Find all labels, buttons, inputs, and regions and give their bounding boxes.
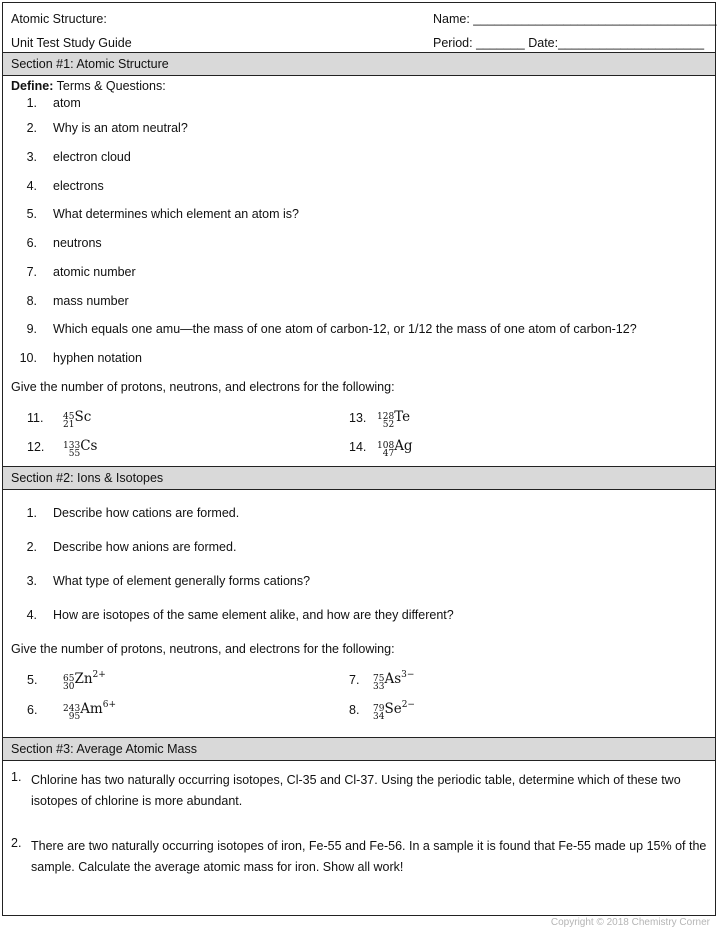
- question-text: electron cloud: [53, 150, 131, 164]
- nuclide-number: 8.: [349, 703, 360, 717]
- question-text: Why is an atom neutral?: [53, 121, 188, 135]
- nuclide-symbol: 133 55 Cs: [63, 438, 98, 459]
- question-number: 6.: [26, 236, 37, 250]
- question-text: Describe how cations are formed.: [53, 506, 240, 520]
- nuclide-number: 14.: [349, 440, 367, 454]
- copyright-notice: Copyright © 2018 Chemistry Corner: [550, 917, 710, 928]
- section-1-header: [3, 52, 715, 76]
- worksheet-title: Atomic Structure:: [11, 12, 107, 26]
- question-number: 5.: [26, 207, 37, 221]
- nuclide-symbol: 75 33 $As^{3-}$: [373, 670, 415, 692]
- question-number: 3.: [26, 574, 37, 588]
- section-2-title: Section #2: Ions & Isotopes: [11, 471, 164, 485]
- define-label: Define:: [11, 79, 54, 93]
- question-number: 1.: [11, 770, 22, 784]
- worksheet-subtitle: Unit Test Study Guide: [11, 36, 132, 50]
- nuclide-symbol: 65 30 $Zn^{2+}$: [63, 670, 106, 692]
- question-text: There are two naturally occurring isotopes of iron, Fe-55 and Fe-56. In a sample it is found that Fe-55 made up 15% of the sample. Calculate the average atomic mass for iron. Show all work!: [31, 839, 707, 874]
- nuclide-number: 6.: [27, 703, 38, 717]
- nuclide-number: 12.: [27, 440, 45, 454]
- question-text: atom: [53, 96, 81, 110]
- define-text: Terms & Questions:: [53, 79, 166, 93]
- question-text: Which equals one amu—the mass of one atom of carbon-12, or 1/12 the mass of one atom of carbon-12?: [53, 322, 637, 336]
- question-number: 7.: [26, 265, 37, 279]
- define-heading: [11, 79, 166, 93]
- nuclide-symbol: 243 95 $Am^{6+}$: [63, 700, 117, 722]
- nuclide-symbol: 108 47 Ag: [377, 438, 413, 459]
- question-text: How are isotopes of the same element alike, and how are they different?: [53, 608, 454, 622]
- question-number: 2.: [26, 121, 37, 135]
- question-number: 4.: [26, 179, 37, 193]
- period-date-field: Period: _______ Date:_____________________: [433, 36, 705, 50]
- section-1-title: Section #1: Atomic Structure: [11, 57, 169, 71]
- question-number: 4.: [26, 608, 37, 622]
- question-text: What determines which element an atom is?: [53, 207, 299, 221]
- question-number: 8.: [26, 294, 37, 308]
- nuclide-number: 5.: [27, 673, 38, 687]
- section-2-header: [3, 466, 715, 490]
- question-text: Chlorine has two naturally occurring isotopes, Cl-35 and Cl-37. Using the periodic table, determine which of these two isotopes of chlorine is more abundant.: [31, 773, 681, 808]
- section-3-header: [3, 737, 715, 761]
- nuclide-number: 13.: [349, 411, 367, 425]
- question-text: atomic number: [53, 265, 136, 279]
- question-number: 2.: [26, 540, 37, 554]
- nuclide-symbol: 79 34 $Se^{2-}$: [373, 700, 415, 722]
- section-1-instruction: Give the number of protons, neutrons, and electrons for the following:: [11, 380, 395, 394]
- section-2-instruction: Give the number of protons, neutrons, and electrons for the following:: [11, 642, 395, 656]
- nuclide-symbol: 45 21 Sc: [63, 409, 92, 430]
- question-number: 10.: [19, 351, 37, 365]
- question-number: 1.: [26, 506, 37, 520]
- worksheet: [2, 2, 716, 916]
- section-3-title: Section #3: Average Atomic Mass: [11, 742, 197, 756]
- question-number: 1.: [26, 96, 37, 110]
- nuclide-number: 11.: [27, 411, 44, 425]
- question-text: What type of element generally forms cations?: [53, 574, 311, 588]
- question-number: 9.: [26, 322, 37, 336]
- question-text: hyphen notation: [53, 351, 142, 365]
- question-text: mass number: [53, 294, 129, 308]
- name-field: Name: ___________________________________: [433, 12, 717, 26]
- question-text: electrons: [53, 179, 104, 193]
- question-text: neutrons: [53, 236, 102, 250]
- question-number: 2.: [11, 836, 22, 850]
- nuclide-number: 7.: [349, 673, 360, 687]
- nuclide-symbol: 128 52 Te: [377, 409, 411, 430]
- question-text: Describe how anions are formed.: [53, 540, 237, 554]
- question-number: 3.: [26, 150, 37, 164]
